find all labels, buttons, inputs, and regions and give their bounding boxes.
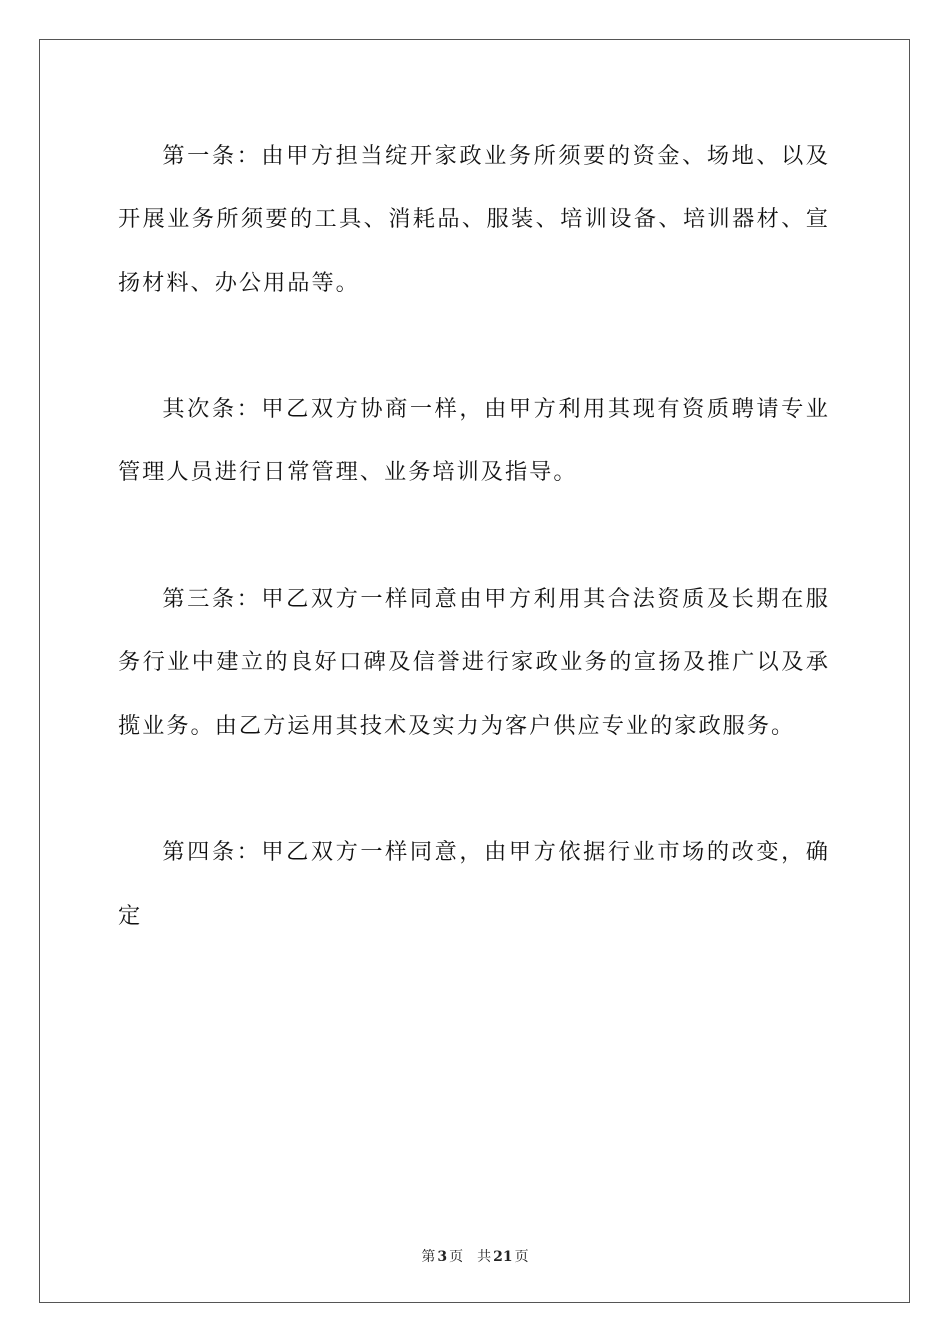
paragraph-article-4: 第四条：甲乙双方一样同意，由甲方依据行业市场的改变，确定 [118, 839, 830, 929]
page-footer [0, 1246, 950, 1266]
document-body [118, 125, 830, 948]
paragraph-article-3: 第三条：甲乙双方一样同意由甲方利用其合法资质及长期在服务行业中建立的良好口碑及信誉进行家政业务的宣扬及推广以及承揽业务。由乙方运用其技术及实力为客户供应专业的家政服务。 [118, 586, 830, 739]
paragraph-article-2: 其次条：甲乙双方协商一样，由甲方利用其现有资质聘请专业管理人员进行日常管理、业务培训及指导。 [118, 396, 830, 486]
page-prefix: 第 [421, 1249, 436, 1265]
total-prefix: 共 [477, 1249, 492, 1265]
paragraph-article-1: 第一条：由甲方担当绽开家政业务所须要的资金、场地、以及开展业务所须要的工具、消耗品、服装、培训设备、培训器材、宣扬材料、办公用品等。 [118, 143, 830, 296]
total-pages: 21 [493, 1249, 513, 1265]
page-number: 3 [437, 1249, 448, 1265]
total-suffix: 页 [514, 1249, 529, 1265]
page-suffix: 页 [449, 1249, 464, 1265]
